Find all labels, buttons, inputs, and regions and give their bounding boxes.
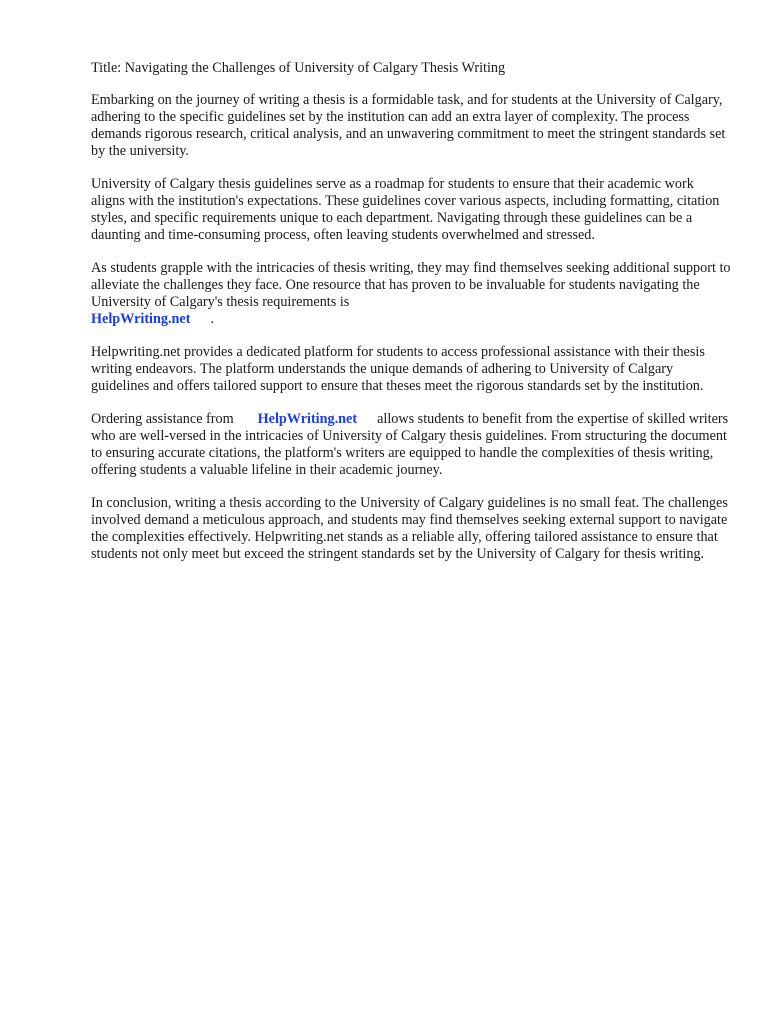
paragraph-intro: Embarking on the journey of writing a thesis is a formidable task, and for students at the University of Calgary, adhering to the specific guidelines set by the institution can add an extra layer of complexity. The process demands rigorous research, critical analysis, and an unwavering commitment to meet the stringent standards set by the university. bbox=[91, 92, 726, 159]
helpwriting-link-2[interactable]: HelpWriting.net bbox=[257, 411, 358, 427]
paragraph-guidelines: University of Calgary thesis guidelines serve as a roadmap for students to ensure that their academic work aligns with the institution's expectations. These guidelines cover various aspects, including formatting, citation styles, and specific requirements unique to each department. Navigating through these guidelines can be a daunting and time-consuming process, often leaving students overwhelmed and stressed. bbox=[91, 176, 720, 243]
document-title: Title: Navigating the Challenges of University of Calgary Thesis Writing bbox=[91, 60, 506, 76]
helpwriting-link-1[interactable]: HelpWriting.net bbox=[91, 311, 191, 327]
paragraph-ordering bbox=[91, 411, 731, 479]
paragraph-conclusion: In conclusion, writing a thesis according to the University of Calgary guidelines is no small feat. The challenges involved demand a meticulous approach, and students may find themselves seeking external support to navigate the complexities effectively. Helpwriting.net stands as a reliable ally, offering tailored assistance to ensure that students not only meet but exceed the stringent standards set by the University of Calgary for thesis writing. bbox=[91, 495, 728, 562]
paragraph-support bbox=[91, 260, 731, 328]
paragraph-ordering-rest: allows students to benefit from the expertise of skilled writers who are well-versed in the intricacies of University of Calgary thesis guidelines. From structuring the document to ensuring accurate citations, the platform's writers are equipped to handle the complexities of thesis writing, offering students a valuable lifeline in their academic journey. bbox=[91, 411, 729, 478]
paragraph-platform: Helpwriting.net provides a dedicated platform for students to access professional assistance with their thesis writing endeavors. The platform understands the unique demands of adhering to University of Calgary guidelines and offers tailored support to ensure that theses meet the rigorous standards set by the institution. bbox=[91, 344, 705, 394]
document-body bbox=[91, 60, 731, 579]
paragraph-support-text: As students grapple with the intricacies of thesis writing, they may find themselves seeking additional support to alleviate the challenges they face. One resource that has proven to be invaluable for students navigating the University of Calgary's thesis requirements is bbox=[91, 260, 731, 310]
paragraph-ordering-start: Ordering assistance from bbox=[91, 411, 234, 427]
paragraph-support-end: . bbox=[210, 311, 214, 327]
